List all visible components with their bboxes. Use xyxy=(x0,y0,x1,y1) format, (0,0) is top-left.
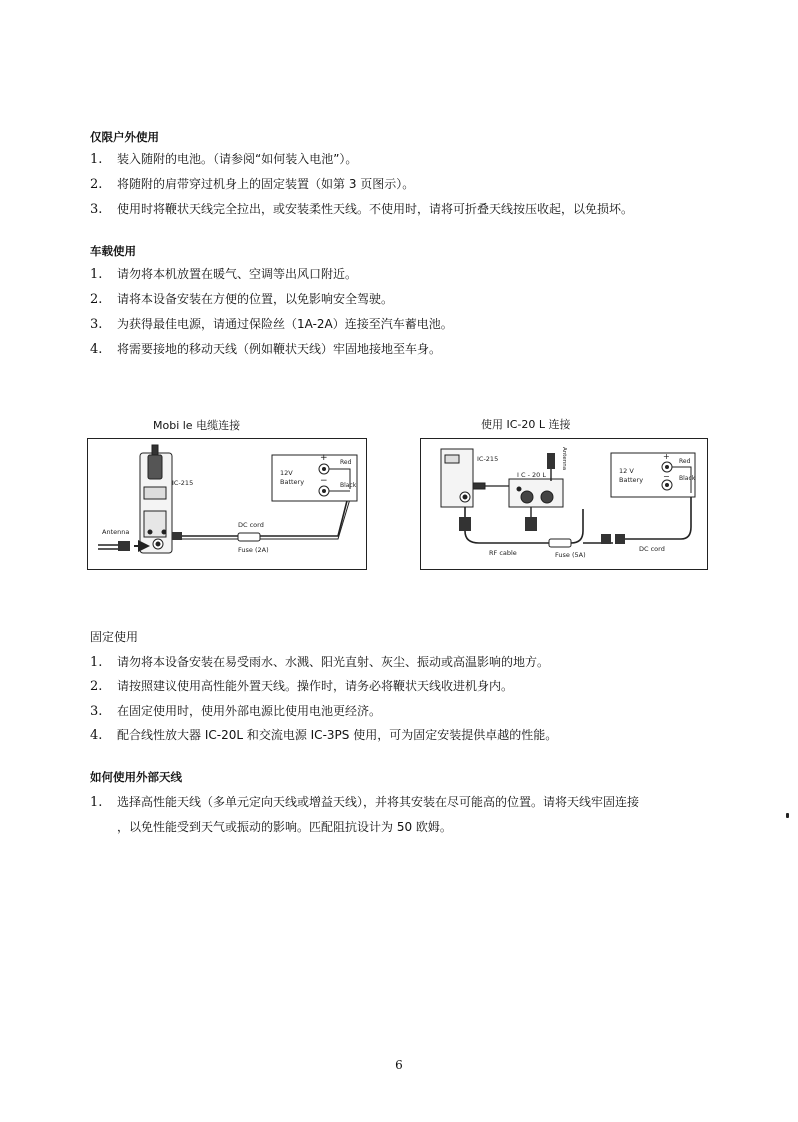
amplifier-label: I C - 20 L xyxy=(517,471,546,479)
section-heading-outdoor: 仅限户外使用 xyxy=(90,130,159,144)
list-item xyxy=(90,677,513,694)
battery-voltage-label: 12 V xyxy=(619,467,634,475)
item-text: 将随附的肩带穿过机身上的固定装置（如第 3 页图示）。 xyxy=(117,177,415,191)
item-text: 请按照建议使用高性能外置天线。操作时，请务必将鞭状天线收进机身内。 xyxy=(117,679,514,693)
item-text: 请将本设备安装在方便的位置，以免影响安全驾驶。 xyxy=(117,292,394,306)
fuse-icon xyxy=(549,539,571,547)
battery-word-label: Battery xyxy=(619,476,644,484)
list-item xyxy=(90,200,633,217)
list-item xyxy=(90,793,639,810)
list-item xyxy=(90,726,557,743)
plus-label: + xyxy=(320,453,328,463)
antenna-label: Antenna xyxy=(102,528,130,536)
item-text: 为获得最佳电源，请通过保险丝（1A-2A）连接至汽车蓄电池。 xyxy=(117,317,453,331)
dc-cord-label: DC cord xyxy=(639,545,665,553)
rf-cable-label: RF cable xyxy=(489,549,517,557)
mobile-connection-diagram xyxy=(87,438,367,570)
list-item-continuation: ，以免性能受到天气或振动的影响。匹配阻抗设计为 50 欧姆。 xyxy=(117,820,452,834)
item-text: 装入随附的电池。（请参阅“如何装入电池”）。 xyxy=(117,152,358,166)
list-item xyxy=(90,702,381,719)
list-item xyxy=(90,340,441,357)
antenna-connector-icon xyxy=(118,541,130,551)
list-item xyxy=(90,175,414,192)
ic20l-connection-illustration xyxy=(421,439,707,569)
device-label: IC-215 xyxy=(477,455,499,463)
battery-voltage-label: 12V xyxy=(280,469,293,477)
item-number: 3. xyxy=(90,317,103,332)
item-number: 2. xyxy=(90,679,103,694)
section-heading-vehicle: 车载使用 xyxy=(90,244,136,258)
ic20l-connection-diagram xyxy=(420,438,708,570)
list-item xyxy=(90,315,453,332)
diagram-caption-mobile: Mobi le 电缆连接 xyxy=(153,419,241,432)
antenna-plug-icon xyxy=(547,453,555,469)
minus-label: − xyxy=(320,476,328,486)
item-text: 选择高性能天线（多单元定向天线或增益天线），并将其安装在尽可能高的位置。请将天线牢固连接 xyxy=(117,795,640,809)
dc-cord-label: DC cord xyxy=(238,521,264,529)
item-number: 2. xyxy=(90,292,103,307)
battery-word-label: Battery xyxy=(280,478,305,486)
amplifier-icon xyxy=(509,479,563,507)
minus-label: − xyxy=(663,472,670,481)
black-label: Black xyxy=(679,475,696,482)
item-text: 将需要接地的移动天线（例如鞭状天线）牢固地接地至车身。 xyxy=(117,342,442,356)
list-item xyxy=(90,265,357,282)
list-item xyxy=(90,290,393,307)
rf-cable-line xyxy=(465,507,583,543)
red-label: Red xyxy=(679,458,691,465)
red-label: Red xyxy=(340,459,352,466)
item-text: 配合线性放大器 IC-20L 和交流电源 IC-3PS 使用，可为固定安装提供卓越的性能。 xyxy=(117,728,558,742)
section-heading-fixed: 固定使用 xyxy=(90,630,139,644)
item-text: 请勿将本设备安装在易受雨水、水溅、阳光直射、灰尘、振动或高温影响的地方。 xyxy=(117,655,550,669)
page-number: 6 xyxy=(395,1058,403,1072)
item-number: 2. xyxy=(90,177,103,192)
section-heading-external-antenna: 如何使用外部天线 xyxy=(90,770,182,784)
antenna-label: Antenna xyxy=(561,447,567,471)
transceiver-icon xyxy=(140,445,172,553)
item-number: 3. xyxy=(90,704,103,719)
mobile-connection-illustration xyxy=(88,439,366,569)
item-text: 请勿将本机放置在暖气、空调等出风口附近。 xyxy=(117,267,358,281)
item-number: 1. xyxy=(90,152,103,167)
item-text: 使用时将鞭状天线完全拉出，或安装柔性天线。不使用时，请将可折叠天线按压收起，以免损坏。 xyxy=(117,202,634,216)
fuse-icon xyxy=(238,533,260,541)
diagram-caption-ic20l: 使用 IC-20 L 连接 xyxy=(481,418,571,431)
device-label: IC-215 xyxy=(172,479,194,487)
black-label: Black xyxy=(340,482,357,489)
item-number: 4. xyxy=(90,728,103,743)
item-number: 4. xyxy=(90,342,103,357)
scan-mark xyxy=(786,813,789,818)
dc-cord-line xyxy=(625,493,691,539)
item-number: 1. xyxy=(90,267,103,282)
item-text: 在固定使用时，使用外部电源比使用电池更经济。 xyxy=(117,704,382,718)
list-item xyxy=(90,653,549,670)
fuse-label: Fuse (5A) xyxy=(555,551,586,559)
item-number: 3. xyxy=(90,202,103,217)
item-number: 1. xyxy=(90,655,103,670)
fuse-label: Fuse (2A) xyxy=(238,546,269,554)
item-number: 1. xyxy=(90,795,103,810)
list-item xyxy=(90,150,357,167)
plus-label: + xyxy=(663,452,670,461)
